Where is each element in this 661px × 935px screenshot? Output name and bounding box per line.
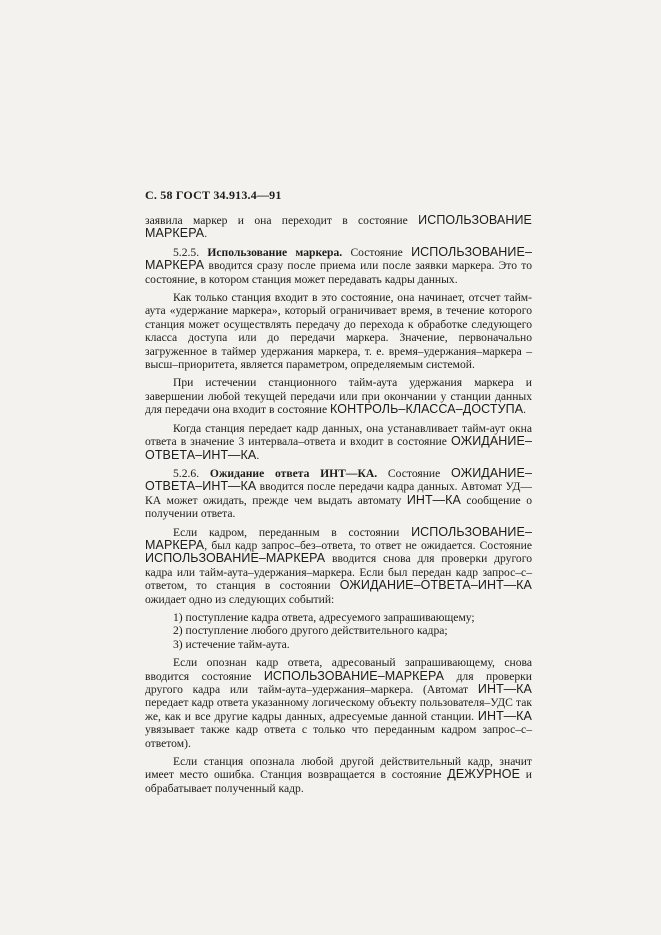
state-name: ИСПОЛЬЗОВАНИЕ–МАРКЕРА — [145, 524, 532, 552]
text-run: . — [523, 403, 527, 417]
paragraph-error — [145, 755, 532, 795]
paragraph-token-hold: Как только станция входит в это состояние, она начинает, отсчет тайм-аута «удержание маркера», который ограничивает время, в течение которого станция может осуществлять передачу до перехода к обработке следующего класса доступа или до передачи маркера. Значение, первоначально загруженное в таймер удержания маркера, т. е. время–удержания–маркера –высш–приоритета, является параметром, определяемым системой. — [145, 291, 532, 372]
text-run: заявила маркер и она переходит в состояние — [145, 214, 419, 227]
paragraph-data-frame — [145, 422, 532, 462]
text-run: Состояние — [377, 466, 452, 480]
state-name: ОЖИДАНИЕ–ОТВЕТА–ИНТ—КА — [339, 578, 532, 593]
text-run: При истечении станционного тайм-аута удержания маркера и завершении любой текущей передачи или при окончании у станции данных для передачи она входит в состояние — [145, 376, 532, 417]
state-name: ИСПОЛЬЗОВАНИЕ МАРКЕРА — [145, 213, 532, 241]
state-name: ИСПОЛЬЗОВАНИЕ–МАРКЕРА — [145, 244, 532, 273]
paragraph-response-frame — [145, 656, 532, 750]
text-run: передает кадр ответа указанному логическому объекту пользователя–УДС так же, как и все другие кадры данных, адресуемые данной станции. — [145, 696, 532, 723]
text-run: Состояние — [342, 245, 412, 259]
text-run: сообщение о получении ответа. — [145, 493, 532, 521]
text-run: . — [256, 448, 260, 462]
list-item: 2) поступление любого другого действительного кадра; — [173, 624, 448, 638]
state-name: ИСПОЛЬЗОВАНИЕ–МАРКЕРА — [145, 551, 326, 566]
state-name: ДЕЖУРНОЕ — [447, 767, 521, 782]
text-run: вводится снова для проверки другого кадра или тайм-аута–удержания–маркера. Если был передан кадр запрос–с–ответом, то станция в состоянии — [145, 552, 532, 593]
state-name: ОЖИДАНИЕ–ОТВЕТА–ИНТ—КА — [145, 465, 533, 494]
section-number: 5.2.6. — [173, 466, 210, 480]
text-run: для проверки другого кадра или тайм-аута–удержания–маркера. (Автомат — [145, 669, 532, 696]
text-run: Когда станция передает кадр данных, она устанавливает тайм-аут окна ответа в значение 3 интервала–ответа и входит в состояние — [145, 421, 532, 449]
paragraph-request-frame — [145, 526, 532, 606]
section-title: Использование маркера. — [207, 245, 343, 259]
text-run: ожидает одно из следующих событий: — [145, 592, 335, 606]
section-5-2-5 — [145, 246, 532, 286]
text-run: вводится сразу после приема или после заявки маркера. Это то состояние, в котором станция может передавать кадры данных. — [145, 259, 532, 286]
events-list — [145, 611, 532, 651]
list-item: 3) истечение тайм-аута. — [173, 637, 290, 651]
text-run: Если опознан кадр ответа, адресованый запрашивающему, снова вводится состояние — [145, 656, 532, 683]
section-5-2-6 — [145, 467, 532, 521]
section-number: 5.2.5. — [173, 245, 208, 259]
paragraph-timeout-expiry — [145, 376, 532, 416]
text-run: Если станция опознала любой другой действительный кадр, значит имеет место ошибка. Станция возвращается в состояние — [145, 755, 532, 782]
text-run: и обрабатывает полученный кадр. — [145, 768, 532, 795]
page-content — [145, 214, 532, 800]
state-name: ИНТ—КА — [477, 708, 532, 723]
state-name: КОНТРОЛЬ–КЛАССА–ДОСТУПА — [330, 402, 524, 417]
state-name: ОЖИДАНИЕ–ОТВЕТА–ИНТ—КА — [145, 434, 532, 462]
text-run: вводится после передачи кадра данных. Автомат УД—КА может ожидать, прежде чем выдать автомату — [145, 480, 532, 507]
text-run: Если кадром, переданным в состоянии — [173, 525, 412, 539]
page-header: С. 58 ГОСТ 34.913.4—91 — [145, 188, 282, 202]
text-run: , был кадр запрос–без–ответа, то ответ не ожидается. Состояние — [204, 538, 532, 552]
list-item: 1) поступление кадра ответа, адресуемого запрашивающему; — [173, 610, 475, 624]
state-name: ИСПОЛЬЗОВАНИЕ–МАРКЕРА — [263, 668, 445, 683]
state-name: ИНТ—КА — [477, 682, 532, 696]
text-run: . — [204, 227, 208, 241]
section-title: Ожидание ответа ИНТ—КА. — [209, 466, 378, 480]
text-run: увязывает также кадр ответа с только что переданным кадром запрос–с–ответом). — [145, 723, 532, 750]
state-name: ИНТ—КА — [406, 492, 461, 507]
paragraph-continuation — [145, 214, 532, 241]
